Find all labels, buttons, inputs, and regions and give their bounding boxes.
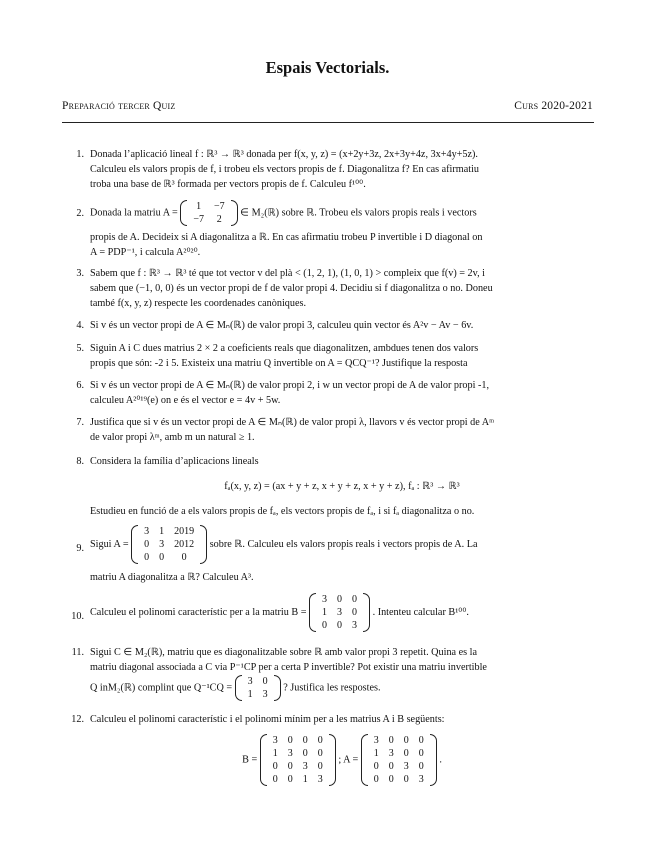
matrix-entry: 0 [418,735,424,746]
question-text: Sigui C ∈ M₂(ℝ), matriu que es diagonalitzable sobre ℝ amb valor propi 3 repetit. Quina es la [90,647,478,658]
matrix-entry: 0 [337,620,343,631]
matrix-entry: 0 [403,774,409,785]
matrix-entry: 3 [337,607,343,618]
matrix-entry: 0 [322,620,328,631]
question-number: 4. [76,320,84,331]
matrix-entry: 3 [352,620,358,631]
question-number: 6. [76,380,84,391]
matrix-entry: −7 [213,201,225,212]
question-number: 9. [76,543,84,554]
question-number: 2. [76,208,84,219]
question-text: Siguin A i C dues matrius 2 × 2 a coeficients reals que diagonalitzen, ambdues tenen dos valors [90,343,479,354]
matrix-entry: 0 [262,676,268,687]
matrix-entry: 0 [181,552,187,563]
matrix-entry: 0 [144,539,150,550]
matrix-entry: 0 [388,774,394,785]
question-2 [62,200,594,262]
question-number: 7. [76,417,84,428]
inline-text: sobre ℝ. Calculeu els valors propis reals i vectors propis de A. La [209,538,478,550]
matrix-entry: 3 [317,774,323,785]
matrix-entry: 3 [287,748,293,759]
matrix-entry: 0 [287,735,293,746]
matrix-entry: 0 [337,594,343,605]
matrix-entry: 0 [388,735,394,746]
question-number: 1. [76,149,84,160]
matrix-entry: 1 [373,748,379,759]
question-text [90,200,594,226]
matrix-B [309,593,370,632]
question-text: Justifica que si v és un vector propi de A ∈ Mₙ(ℝ) de valor propi λ, llavors v és vector propi de Aᵐ [90,417,495,428]
question-8 [62,454,594,522]
inline-text: B = [242,754,258,766]
matrix-entry: 3 [247,676,253,687]
inline-text: . Intenteu calcular B¹⁰⁰. [372,606,469,618]
question-text: Si v és un vector propi de A ∈ Mₙ(ℝ) de valor propi 2, i w un vector propi de A de valor propi -1, [90,380,489,391]
matrix-entry: 3 [159,539,165,550]
question-1 [62,147,594,197]
question-3 [62,266,594,314]
question-text: Estudieu en funció de a els valors propis de fₐ, els vectors propis de fₐ, i si fₐ diagonalitza o no. [90,506,475,517]
question-10 [62,593,594,641]
question-number: 11. [71,647,84,658]
matrix-entry: 2012 [174,539,195,550]
inline-text: . [439,754,442,766]
matrix-entry: 0 [272,774,278,785]
matrix-entry: 0 [418,748,424,759]
question-text: també f(x, y, z) respecte les coordenades canòniques. [90,298,307,309]
inline-text: Q inM₂(ℝ) complint que Q⁻¹CQ = [90,682,233,694]
question-text: troba una base de ℝ³ formada per vectors propis de f. Calculeu f¹⁰⁰. [90,179,366,190]
question-text: Sabem que f : ℝ³ → ℝ³ té que tot vector v del plà < (1, 2, 1), (1, 0, 1) > compleix que f(v) = 2v, i [90,268,486,279]
question-text: propis que són: -2 i 5. Existeix una matriu Q invertible on A = QCQ⁻¹? Justifique la resposta [90,358,468,369]
inline-text: ∈ M₂(ℝ) sobre ℝ. Trobeu els valors propis reals i vectors [240,207,477,219]
question-text [90,675,594,701]
matrix-entry: 0 [373,761,379,772]
question-number: 12. [71,714,84,725]
matrix-entry: 3 [272,735,278,746]
matrix [235,675,281,701]
question-9 [62,525,594,587]
inline-text: Donada la matriu A = [90,207,178,219]
question-text: matriu A diagonalitza a ℝ? Calculeu A³. [90,572,254,583]
inline-text: ; A = [338,754,359,766]
question-4 [62,318,594,336]
matrix-entry: 3 [373,735,379,746]
question-text: calculeu A²⁰¹⁹(e) on e és el vector e = 4v + 5w. [90,395,281,406]
header-left: Preparació tercer Quiz [62,100,176,112]
question-text: sabem que (−1, 0, 0) és un vector propi de f de valor propi 4. Decidiu si f diagonalitza o no. Doneu [90,283,493,294]
question-5 [62,341,594,374]
matrix-entry: 2 [216,214,222,225]
matrix-entry: 1 [272,748,278,759]
display-matrices [90,734,594,786]
matrix-entry: 0 [352,607,358,618]
matrix-entry: 0 [317,748,323,759]
question-text [90,525,594,564]
matrix-entry: 0 [272,761,278,772]
question-text [90,593,594,632]
display-equation: fₐ(x, y, z) = (ax + y + z, x + y + z, x + y + z), fₐ : ℝ³ → ℝ³ [224,481,460,492]
matrix-entry: 0 [302,735,308,746]
question-text: Calculeu els valors propis de f, i trobeu els vectors propis de f. Diagonalitza f? En cas afirmatiu [90,164,479,175]
question-11 [62,645,594,705]
matrix-entry: 0 [403,735,409,746]
matrix-entry: 3 [322,594,328,605]
header-right: Curs 2020-2021 [514,100,593,112]
matrix-entry: 3 [388,748,394,759]
matrix-entry: 0 [287,761,293,772]
question-number: 10. [71,611,84,622]
question-number: 3. [76,268,84,279]
matrix-entry: 0 [388,761,394,772]
matrix-entry: 0 [373,774,379,785]
matrix-entry: 0 [352,594,358,605]
question-text: A = PDP⁻¹, i calcula A²⁰²⁰. [90,247,201,258]
matrix-A [361,734,437,786]
matrix-entry: 0 [287,774,293,785]
question-7 [62,415,594,448]
question-text: matriu diagonal associada a C via P⁻¹CP per a certa P invertible? Pot existir una matriu invertible [90,662,487,673]
question-number: 5. [76,343,84,354]
question-text: de valor propi λᵐ, amb m un natural ≥ 1. [90,432,255,443]
header-rule [62,122,594,123]
question-text: propis de A. Decideix si A diagonalitza a ℝ. En cas afirmatiu trobeu P invertible i D diagonal on [90,232,483,243]
matrix-entry: 3 [262,689,268,700]
question-text: Considera la família d’aplicacions lineals [90,456,259,467]
matrix-entry: 2019 [174,526,195,537]
matrix-entry: 1 [322,607,328,618]
matrix-entry: 0 [144,552,150,563]
question-12 [62,712,594,798]
matrix-A [131,525,207,564]
matrix-entry: 1 [302,774,308,785]
matrix-entry: 0 [317,761,323,772]
page-title: Espais Vectorials. [265,58,390,77]
inline-text: Sigui A = [90,538,129,550]
matrix-entry: 3 [302,761,308,772]
question-number: 8. [76,456,84,467]
matrix-entry: 0 [159,552,165,563]
matrix-entry: 1 [196,201,202,212]
matrix-entry: −7 [193,214,204,225]
matrix-A [180,200,237,226]
inline-text: Calculeu el polinomi característic per a la matriu B = [90,606,307,618]
question-text: Si v és un vector propi de A ∈ Mₙ(ℝ) de valor propi 3, calculeu quin vector és A²v − Av − 6v. [90,320,474,331]
question-text: Calculeu el polinomi característic i el polinomi mínim per a les matrius A i B següents: [90,714,445,725]
matrix-entry: 1 [247,689,253,700]
question-text: Donada l’aplicació lineal f : ℝ³ → ℝ³ donada per f(x, y, z) = (x+2y+3z, 2x+3y+4z, 3x+4y+5z). [90,149,478,160]
matrix-entry: 0 [403,748,409,759]
matrix-B [260,734,336,786]
matrix-entry: 3 [418,774,424,785]
matrix-entry: 0 [302,748,308,759]
matrix-entry: 0 [317,735,323,746]
inline-text: ? Justifica les respostes. [283,682,381,694]
matrix-entry: 3 [144,526,150,537]
matrix-entry: 0 [418,761,424,772]
matrix-entry: 3 [403,761,409,772]
matrix-entry: 1 [159,526,165,537]
question-6 [62,378,594,411]
